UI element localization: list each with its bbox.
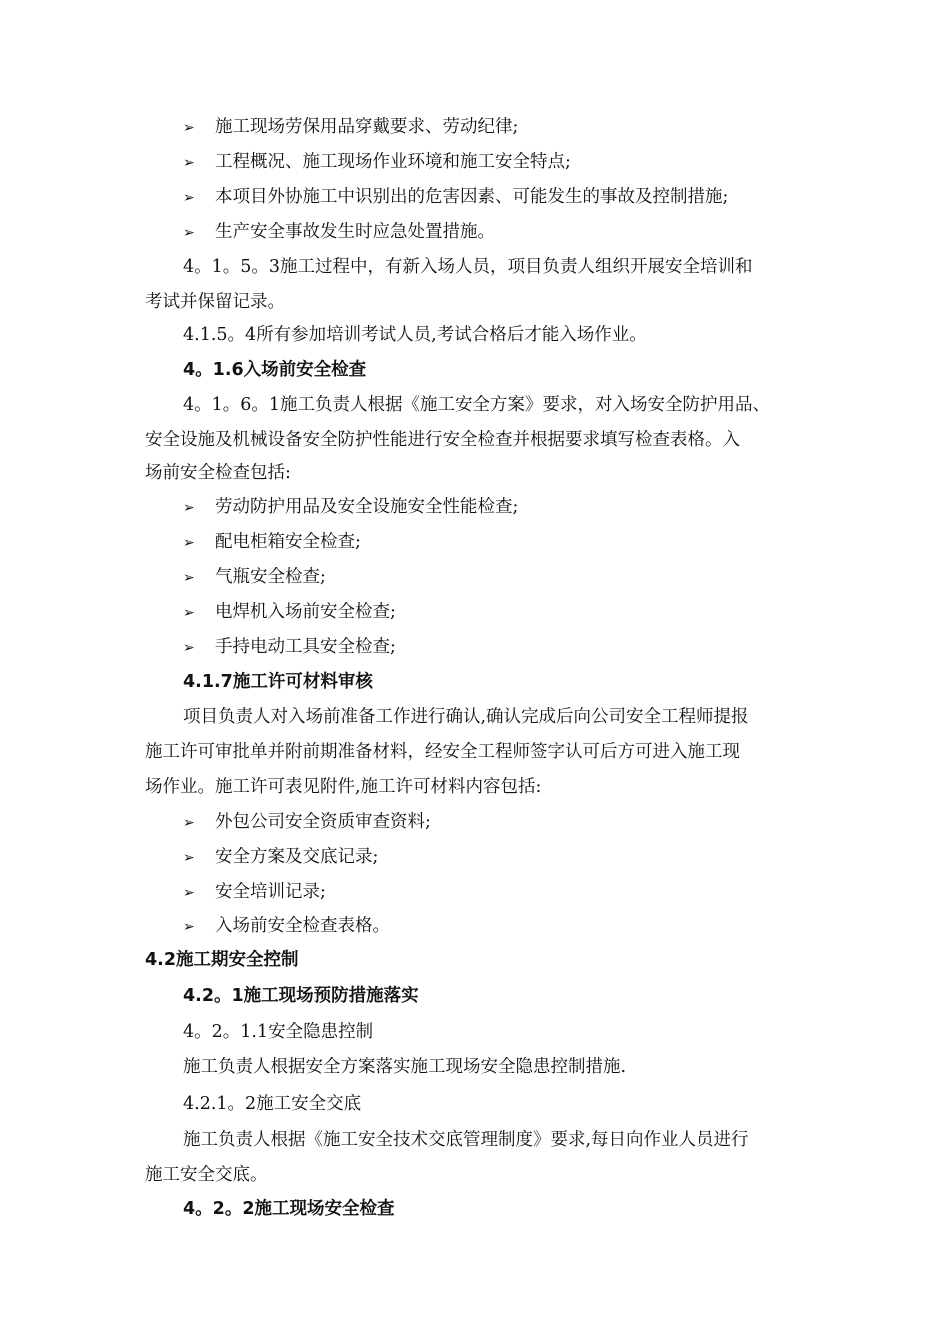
bullet-arrow-icon: ➢ xyxy=(183,225,195,241)
bullet-text: 安全方案及交底记录; xyxy=(215,847,379,867)
bullet-text: 本项目外协施工中识别出的危害因素、可能发生的事故及控制措施; xyxy=(215,187,729,207)
section-heading: 4。1.6入场前安全检查 xyxy=(183,360,367,380)
bullet-arrow-icon: ➢ xyxy=(183,919,195,935)
paragraph-line: 场作业。施工许可表见附件,施工许可材料内容包括: xyxy=(145,777,542,797)
paragraph-line: 项目负责人对入场前准备工作进行确认,确认完成后向公司安全工程师提报 xyxy=(183,707,749,727)
paragraph-line: 施工安全交底。 xyxy=(145,1165,268,1185)
bullet-arrow-icon: ➢ xyxy=(183,640,195,656)
bullet-text: 劳动防护用品及安全设施安全性能检查; xyxy=(215,497,519,517)
bullet-arrow-icon: ➢ xyxy=(183,120,195,136)
paragraph-line: 4.2.1。2施工安全交底 xyxy=(183,1094,362,1114)
paragraph-line: 施工负责人根据《施工安全技术交底管理制度》要求,每日向作业人员进行 xyxy=(183,1130,749,1150)
paragraph-line: 场前安全检查包括: xyxy=(145,463,291,483)
bullet-text: 电焊机入场前安全检查; xyxy=(215,602,396,622)
bullet-text: 施工现场劳保用品穿戴要求、劳动纪律; xyxy=(215,117,519,137)
bullet-arrow-icon: ➢ xyxy=(183,815,195,831)
bullet-item xyxy=(183,530,805,555)
bullet-arrow-icon: ➢ xyxy=(183,570,195,586)
bullet-arrow-icon: ➢ xyxy=(183,535,195,551)
section-heading: 4。2。2施工现场安全检查 xyxy=(183,1199,395,1219)
bullet-item xyxy=(183,914,805,939)
paragraph-line: 4。2。1.1安全隐患控制 xyxy=(183,1022,374,1042)
bullet-item xyxy=(183,220,805,245)
bullet-item xyxy=(183,600,805,625)
bullet-item xyxy=(183,880,805,905)
bullet-text: 生产安全事故发生时应急处置措施。 xyxy=(215,222,495,242)
bullet-item xyxy=(183,845,805,870)
paragraph-line: 考试并保留记录。 xyxy=(145,292,285,312)
bullet-arrow-icon: ➢ xyxy=(183,190,195,206)
bullet-text: 外包公司安全资质审查资料; xyxy=(215,812,431,832)
bullet-item xyxy=(183,115,805,140)
bullet-arrow-icon: ➢ xyxy=(183,885,195,901)
paragraph-line: 4.1.5。4所有参加培训考试人员,考试合格后才能入场作业。 xyxy=(183,325,647,345)
bullet-arrow-icon: ➢ xyxy=(183,605,195,621)
paragraph-line: 施工负责人根据安全方案落实施工现场安全隐患控制措施. xyxy=(183,1057,627,1077)
section-heading: 4.2。1施工现场预防措施落实 xyxy=(183,986,419,1006)
bullet-item xyxy=(183,495,805,520)
bullet-text: 工程概况、施工现场作业环境和施工安全特点; xyxy=(215,152,571,172)
bullet-arrow-icon: ➢ xyxy=(183,500,195,516)
bullet-text: 配电柜箱安全检查; xyxy=(215,532,361,552)
section-heading: 4.1.7施工许可材料审核 xyxy=(183,672,373,692)
bullet-arrow-icon: ➢ xyxy=(183,155,195,171)
bullet-text: 气瓶安全检查; xyxy=(215,567,326,587)
bullet-text: 安全培训记录; xyxy=(215,882,326,902)
paragraph-line: 4。1。5。3施工过程中，有新入场人员，项目负责人组织开展安全培训和 xyxy=(183,257,753,277)
bullet-item xyxy=(183,185,805,210)
bullet-item xyxy=(183,150,805,175)
bullet-text: 入场前安全检查表格。 xyxy=(215,916,390,936)
paragraph-line: 4。1。6。1施工负责人根据《施工安全方案》要求，对入场安全防护用品、 xyxy=(183,395,771,415)
paragraph-line: 施工许可审批单并附前期准备材料，经安全工程师签字认可后方可进入施工现 xyxy=(145,742,740,762)
bullet-text: 手持电动工具安全检查; xyxy=(215,637,396,657)
section-heading: 4.2施工期安全控制 xyxy=(145,950,299,970)
bullet-item xyxy=(183,635,805,660)
bullet-item xyxy=(183,810,805,835)
paragraph-line: 安全设施及机械设备安全防护性能进行安全检查并根据要求填写检查表格。入 xyxy=(145,430,740,450)
bullet-item xyxy=(183,565,805,590)
bullet-arrow-icon: ➢ xyxy=(183,850,195,866)
